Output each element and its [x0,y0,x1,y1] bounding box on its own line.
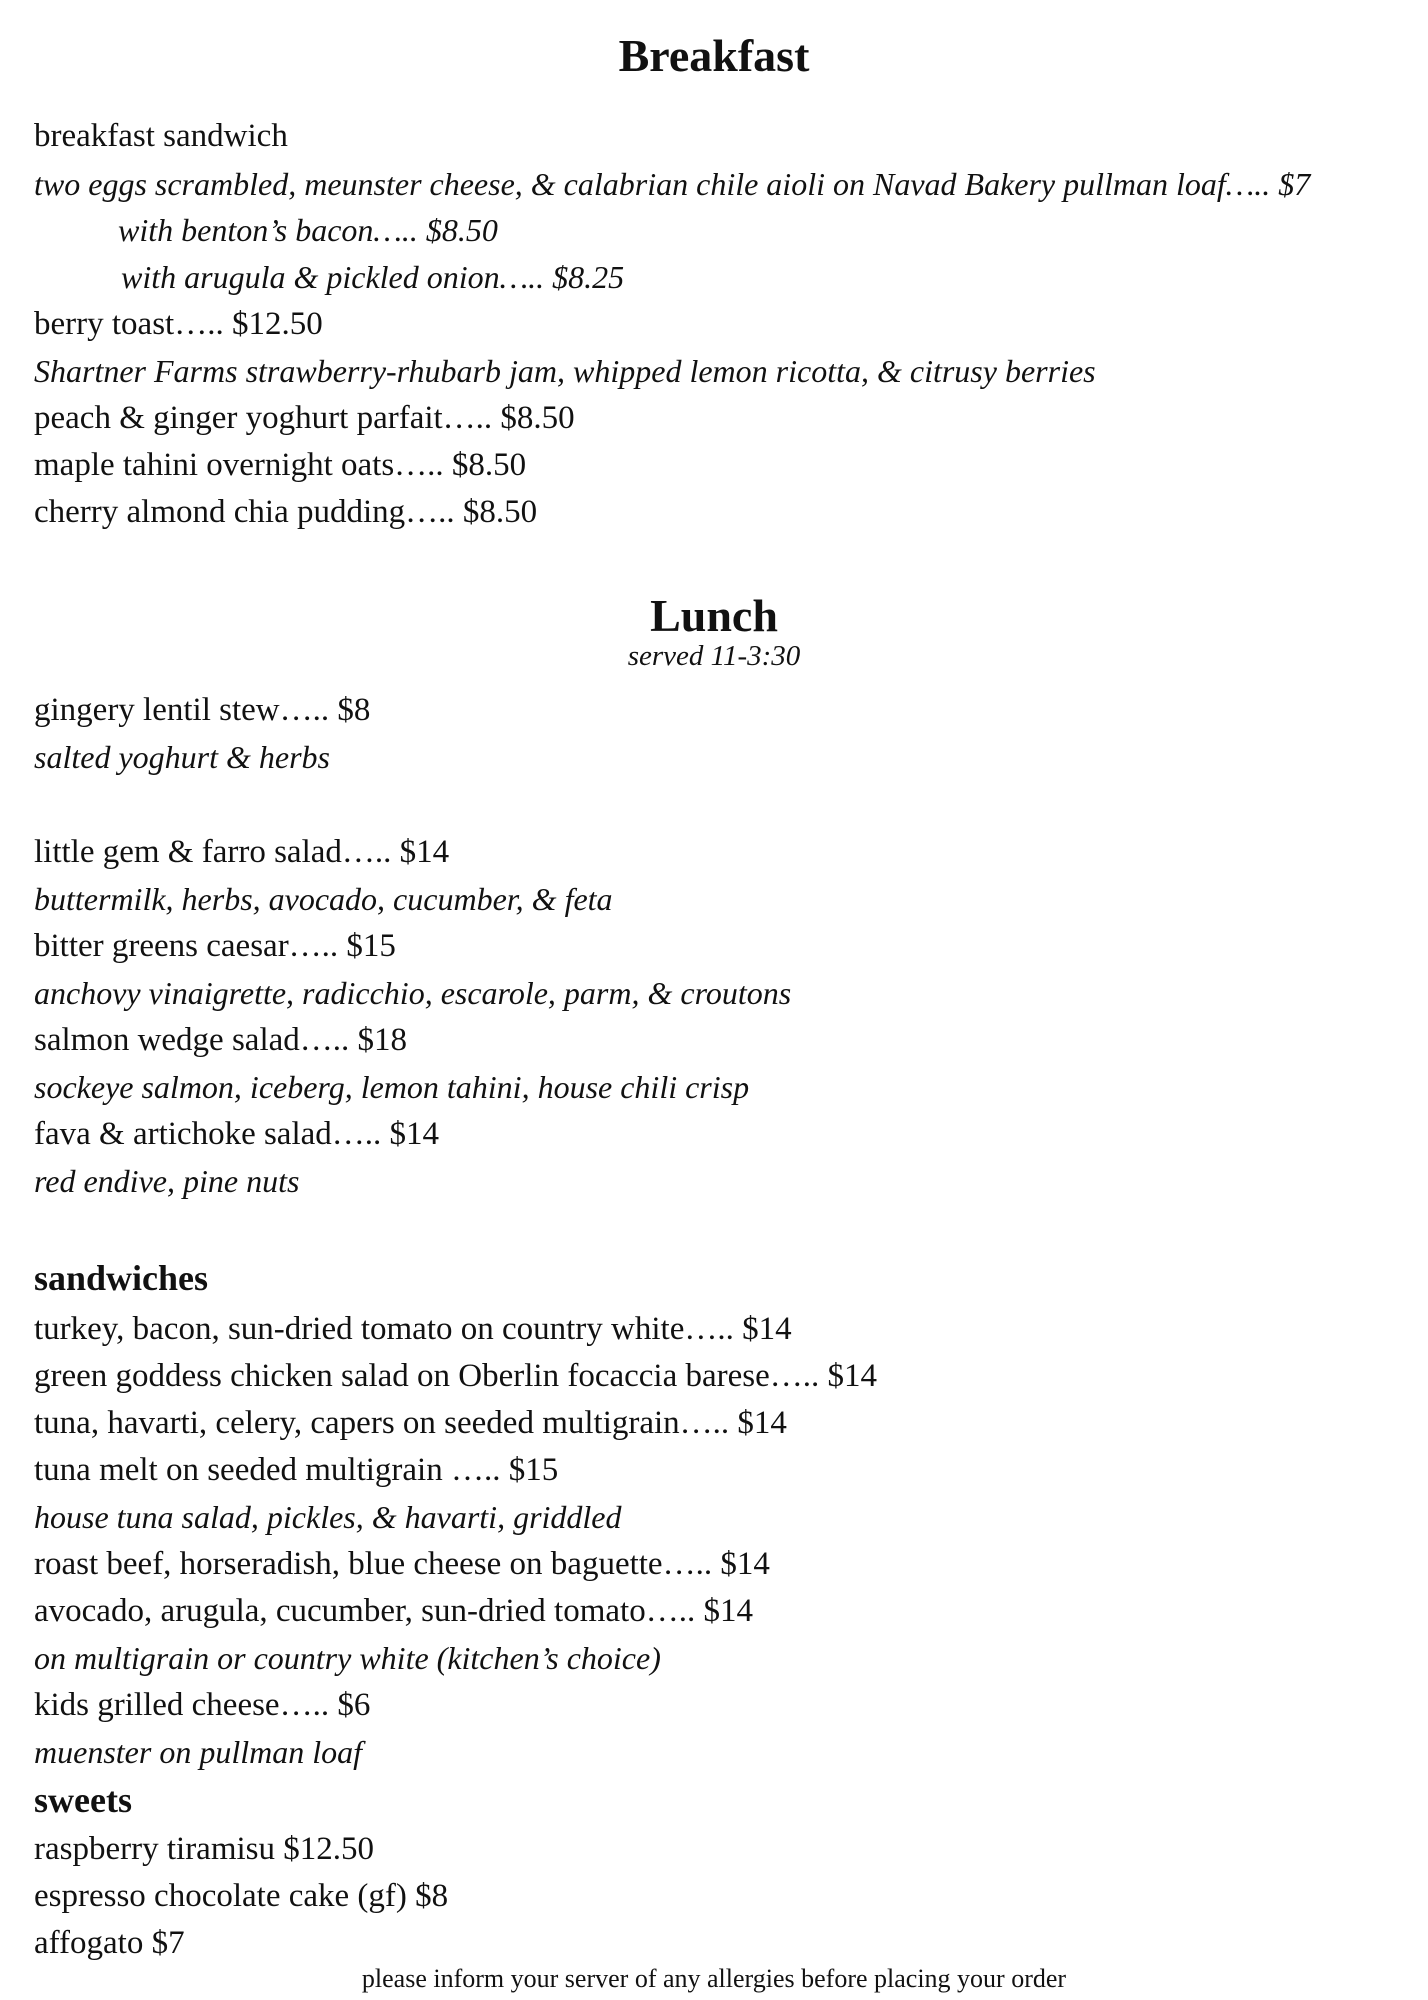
lunch-title: Lunch [650,590,778,641]
menu-item-tuna-melt: tuna melt on seeded multigrain ….. $15 [34,1452,559,1488]
menu-item-description: on multigrain or country white (kitchen’s choice) [34,1640,661,1676]
menu-item-berry-toast: berry toast….. $12.50 [34,306,323,342]
menu-item-description: muenster on pullman loaf [34,1734,362,1770]
menu-item-description: salted yoghurt & herbs [34,739,330,775]
menu-item-salmon-salad: salmon wedge salad….. $18 [34,1022,408,1058]
menu-item-chia-pudding: cherry almond chia pudding….. $8.50 [34,494,538,530]
menu-item-roast-beef: roast beef, horseradish, blue cheese on baguette….. $14 [34,1546,770,1582]
menu-item-description: red endive, pine nuts [34,1163,300,1199]
menu-item-farro-salad: little gem & farro salad….. $14 [34,834,450,870]
menu-item-chocolate-cake: espresso chocolate cake (gf) $8 [34,1878,449,1914]
menu-item-tuna-sandwich: tuna, havarti, celery, capers on seeded multigrain….. $14 [34,1405,787,1441]
menu-item-description: Shartner Farms strawberry-rhubarb jam, whipped lemon ricotta, & citrusy berries [34,353,1096,389]
lunch-hours: served 11-3:30 [627,640,801,672]
menu-item-avocado-sandwich: avocado, arugula, cucumber, sun-dried tomato….. $14 [34,1593,753,1629]
menu-item-parfait: peach & ginger yoghurt parfait….. $8.50 [34,400,575,436]
allergy-notice: please inform your server of any allergies before placing your order [361,1964,1067,1993]
menu-item-breakfast-sandwich: breakfast sandwich [34,118,288,154]
menu-item-option: with benton’s bacon….. $8.50 [118,212,498,248]
menu-item-tiramisu: raspberry tiramisu $12.50 [34,1831,375,1867]
menu-item-oats: maple tahini overnight oats….. $8.50 [34,447,527,483]
menu-item-fava-salad: fava & artichoke salad….. $14 [34,1116,440,1152]
breakfast-title: Breakfast [618,30,810,81]
menu-item-option: with arugula & pickled onion….. $8.25 [121,259,625,295]
menu-item-kids-grilled-cheese: kids grilled cheese….. $6 [34,1687,371,1723]
menu-item-affogato: affogato $7 [34,1925,185,1961]
menu-item-lentil-stew: gingery lentil stew….. $8 [34,692,371,728]
menu-item-caesar: bitter greens caesar….. $15 [34,928,396,964]
menu-item-chicken-salad-sandwich: green goddess chicken salad on Oberlin focaccia barese….. $14 [34,1358,877,1394]
sandwiches-heading: sandwiches [34,1258,209,1298]
menu-item-description: house tuna salad, pickles, & havarti, griddled [34,1499,622,1535]
menu-item-description: buttermilk, herbs, avocado, cucumber, & feta [34,881,613,917]
sweets-heading: sweets [34,1780,132,1820]
menu-item-description: two eggs scrambled, meunster cheese, & calabrian chile aioli on Navad Bakery pullman loaf….. $7 [34,166,1311,202]
menu-item-description: sockeye salmon, iceberg, lemon tahini, house chili crisp [34,1069,750,1105]
menu-item-description: anchovy vinaigrette, radicchio, escarole, parm, & croutons [34,975,792,1011]
menu-item-turkey-sandwich: turkey, bacon, sun-dried tomato on country white….. $14 [34,1311,792,1347]
